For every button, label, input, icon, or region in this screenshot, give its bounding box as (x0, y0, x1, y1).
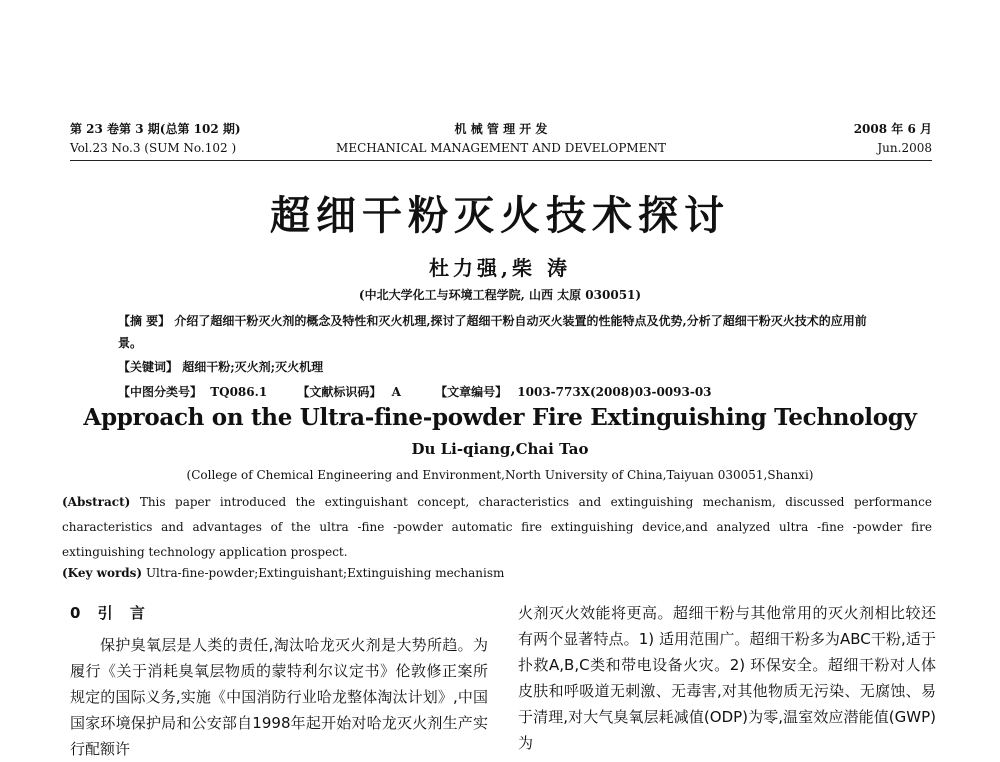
abstract-en-label: (Abstract) (62, 495, 131, 509)
header-rule (70, 160, 932, 161)
doc-code-value: A (391, 385, 401, 399)
body-left-column (70, 600, 488, 762)
journal-name-cn: 机 械 管 理 开 发 (454, 122, 548, 136)
header-center (70, 120, 932, 158)
article-number-value: 1003-773X(2008)03-0093-03 (517, 385, 712, 399)
affiliation-cn: (中北大学化工与环境工程学院, 山西 太原 030051) (358, 288, 642, 302)
date-en: Jun.2008 (877, 141, 932, 155)
abstract-cn-label: 【摘 要】 (118, 314, 171, 328)
authors-cn: 杜力强,柴 涛 (429, 256, 571, 280)
keywords-cn-text: 超细干粉;灭火剂;灭火机理 (182, 360, 324, 374)
keywords-cn (118, 358, 323, 375)
abstract-en (62, 490, 932, 565)
keywords-en (62, 566, 504, 580)
authors-en: Du Li-qiang,Chai Tao (411, 440, 589, 458)
article-number-label: 【文章编号】 (435, 385, 508, 399)
affiliation-en: (College of Chemical Engineering and Environment,North University of China,Taiyuan 030051,Shanxi) (186, 468, 814, 482)
header-right (854, 120, 932, 158)
clc-value: TQ086.1 (210, 385, 268, 399)
running-header (70, 120, 932, 160)
volume-issue-en: Vol.23 No.3 (SUM No.102 ) (70, 141, 237, 155)
abstract-cn-text: 介绍了超细干粉灭火剂的概念及特性和灭火机理,探讨了超细干粉自动灭火装置的性能特点及优势,分析了超细干粉灭火技术的应用前景。 (118, 314, 867, 350)
keywords-en-label: (Key words) (62, 566, 143, 580)
abstract-en-text: This paper introduced the extinguishant concept, characteristics and extinguishing mechanism, discussed performance characteristics and advantages of the ultra -fine -powder automatic fire extinguishing device,and analyzed ultra -fine -powder fire extinguishing technology application prospect. (62, 495, 932, 559)
paper-title-en: Approach on the Ultra-fine-powder Fire Extinguishing Technology (83, 404, 917, 431)
paper-title-cn: 超细干粉灭火技术探讨 (270, 192, 730, 239)
volume-issue-cn: 第 23 卷第 3 期(总第 102 期) (70, 122, 241, 136)
body-paragraph-right: 火剂灭火效能将更高。超细干粉与其他常用的灭火剂相比较还有两个显著特点。1) 适用范围广。超细干粉多为ABC干粉,适于扑救A,B,C类和带电设备火灾。2) 环保安全。超细干粉对人体皮肤和呼吸道无刺激、无毒害,对其他物质无污染、无腐蚀、易于清理,对大气臭氧层耗减值(ODP)为零,温室效应潜能值(GWP)为 (518, 604, 936, 752)
keywords-cn-label: 【关键词】 (118, 360, 179, 374)
body-paragraph-left: 保护臭氧层是人类的责任,淘汰哈龙灭火剂是大势所趋。为履行《关于消耗臭氧层物质的蒙特利尔议定书》伦敦修正案所规定的国际义务,实施《中国消防行业哈龙整体淘汰计划》,中国国家环境保护局和公安部自1998年起开始对哈龙灭火剂生产实行配额许 (70, 636, 488, 758)
classification-row (118, 383, 712, 400)
section-heading-introduction: 0 引 言 (70, 604, 151, 622)
abstract-cn (118, 310, 883, 354)
journal-name-en: MECHANICAL MANAGEMENT AND DEVELOPMENT (336, 141, 666, 155)
clc-label: 【中图分类号】 (118, 385, 203, 399)
doc-code-label: 【文献标识码】 (297, 385, 382, 399)
date-cn: 2008 年 6 月 (853, 122, 932, 136)
keywords-en-text: Ultra-fine-powder;Extinguishant;Extinguishing mechanism (145, 566, 505, 580)
body-right-column (518, 600, 936, 756)
